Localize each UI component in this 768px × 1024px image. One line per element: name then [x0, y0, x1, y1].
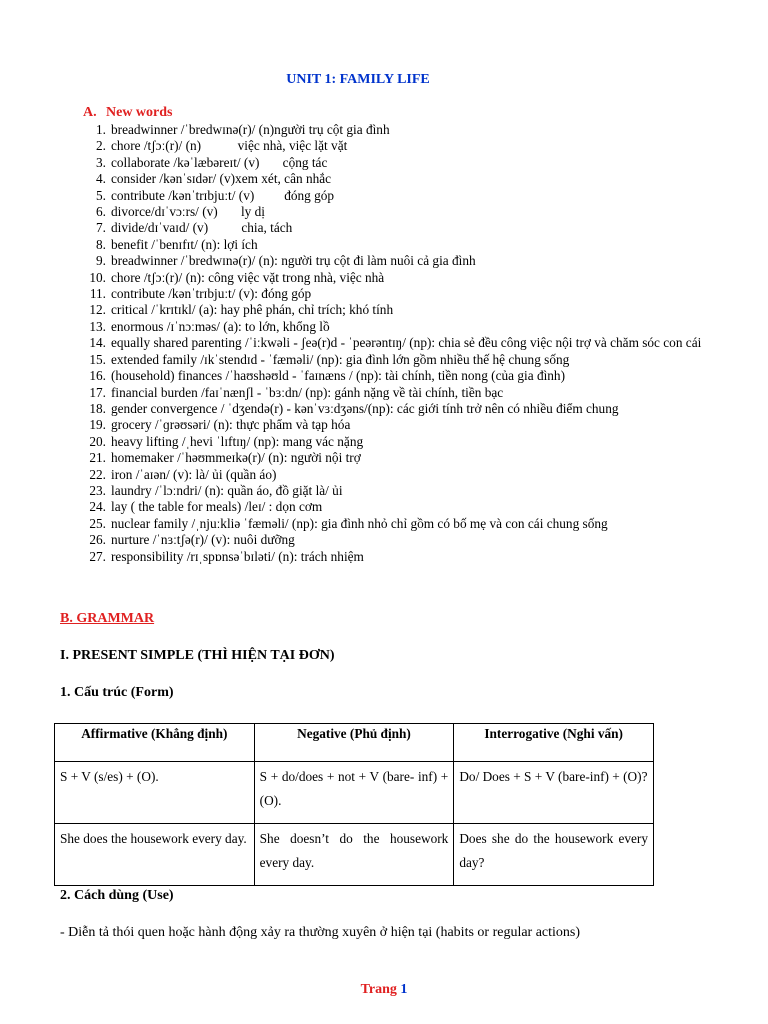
- list-item: [84, 499, 724, 515]
- list-item-text: equally shared parenting /ˈiːkwəli - ʃeə(r)d - ˈpeərəntɪŋ/ (np): chia sẻ đều công việc nội trợ và chăm sóc con cái: [111, 335, 702, 351]
- list-item-text: gender convergence / ˈdʒendə(r) - kənˈvɜːdʒəns/(np): các giới tính trở nên có nhiều điểm chung: [111, 400, 619, 416]
- list-item: [84, 434, 724, 450]
- list-item-text: financial burden /faɪˈnænʃl - ˈbɜːdn/ (np): gánh nặng về tài chính, tiền bạc: [111, 384, 504, 400]
- list-item: [84, 270, 724, 286]
- list-item-number: 18.: [89, 400, 106, 416]
- list-item: [84, 319, 724, 335]
- table-header-row: [55, 724, 654, 762]
- list-item-number: 9.: [96, 253, 106, 269]
- list-item-text: nurture /ˈnɜːtʃə(r)/ (v): nuôi dưỡng: [111, 532, 295, 548]
- list-item-number: 19.: [89, 417, 106, 433]
- list-item-text: benefit /ˈbenɪfɪt/ (n): lợi ích: [111, 236, 258, 252]
- list-item-number: 2.: [96, 138, 106, 154]
- form-heading: 1. Cấu trúc (Form): [60, 685, 174, 700]
- list-item-text: lay ( the table for meals) /leɪ/ : dọn cơm: [111, 499, 323, 515]
- section-a-heading: [83, 105, 173, 121]
- footer-label: Trang: [360, 982, 397, 997]
- list-item-text: collaborate /kəˈlæbəreɪt/ (v) cộng tác: [111, 154, 328, 170]
- list-item-number: 1.: [96, 122, 106, 137]
- list-item: [84, 385, 724, 401]
- cell-affirmative-example: She does the housework every day.: [55, 824, 255, 886]
- list-item-text: iron /ˈaɪən/ (v): là/ ủi (quần áo): [111, 466, 277, 482]
- use-heading: 2. Cách dùng (Use): [60, 888, 174, 903]
- list-item-number: 21.: [89, 450, 106, 466]
- list-item-text: chore /tʃɔː(r)/ (n) việc nhà, việc lặt vặt: [111, 138, 348, 154]
- list-item-text: nuclear family /ˌnjuːkliə ˈfæməli/ (np): gia đình nhỏ chỉ gồm có bố mẹ và con cái chung sống: [111, 515, 608, 531]
- list-item-text: contribute /kənˈtrɪbjuːt/ (v) đóng góp: [111, 187, 335, 203]
- list-item-text: chore /tʃɔː(r)/ (n): công việc vặt trong nhà, việc nhà: [111, 269, 385, 285]
- list-item-number: 14.: [89, 335, 106, 351]
- list-item: [84, 220, 724, 236]
- list-item-number: 23.: [89, 482, 106, 498]
- list-item: [84, 237, 724, 253]
- header-negative: Negative (Phủ định): [254, 724, 454, 762]
- list-item: [84, 335, 724, 351]
- cell-interrogative-example: Does she do the housework every day?: [454, 824, 654, 886]
- unit-title: UNIT 1: FAMILY LIFE: [286, 72, 430, 87]
- list-item: [84, 483, 724, 499]
- list-item-number: 15.: [89, 351, 106, 367]
- cell-interrogative-formula: Do/ Does + S + V (bare-inf) + (O)?: [454, 762, 654, 824]
- list-item-number: 3.: [96, 154, 106, 170]
- list-item-number: 17.: [89, 384, 106, 400]
- list-item-number: 6.: [96, 204, 106, 220]
- list-item-number: 4.: [96, 171, 106, 187]
- list-item-number: 24.: [89, 499, 106, 515]
- list-item: [84, 204, 724, 220]
- form-table: [54, 723, 654, 886]
- list-item: [84, 549, 724, 565]
- list-item-text: contribute /kənˈtrɪbjuːt/ (v): đóng góp: [111, 286, 312, 302]
- list-item-text: (household) finances /ˈhaʊshəʊld - ˈfaɪnæns / (np): tài chính, tiền nong (của gia đình): [111, 368, 566, 384]
- list-item: [84, 253, 724, 269]
- list-item-number: 27.: [89, 548, 106, 564]
- list-item: [84, 352, 724, 368]
- list-item-text: divorce/dɪˈvɔːrs/ (v) ly dị: [111, 204, 265, 220]
- section-b-heading: B. GRAMMAR: [60, 611, 155, 626]
- list-item-number: 7.: [96, 220, 106, 236]
- use-description: - Diễn tả thói quen hoặc hành động xảy ra thường xuyên ở hiện tại (habits or regular actions): [60, 925, 581, 940]
- list-item: [84, 368, 724, 384]
- list-item-number: 26.: [89, 532, 106, 548]
- list-item-number: 25.: [89, 515, 106, 531]
- list-item: [84, 188, 724, 204]
- list-item: [84, 401, 724, 417]
- header-affirmative: Affirmative (Khẳng định): [55, 724, 255, 762]
- list-item-text: homemaker /ˈhəʊmmeɪkə(r)/ (n): người nội trợ: [111, 450, 361, 466]
- page-footer: [0, 982, 768, 998]
- list-item-text: enormous /ɪˈnɔːməs/ (a): to lớn, khổng lồ: [111, 318, 330, 334]
- page-number: 1: [400, 982, 408, 997]
- list-item-number: 10.: [89, 269, 106, 285]
- list-item: [84, 450, 724, 466]
- list-item: [84, 417, 724, 433]
- table-row-formula: [55, 762, 654, 824]
- list-item-text: grocery /ˈɡrəʊsəri/ (n): thực phẩm và tạp hóa: [111, 417, 351, 433]
- list-item-text: extended family /ɪkˈstendɪd - ˈfæməli/ (np): gia đình lớn gồm nhiều thế hệ chung sống: [111, 351, 570, 367]
- list-item: [84, 532, 724, 548]
- list-item-number: 13.: [89, 318, 106, 334]
- list-item: [84, 286, 724, 302]
- list-item-number: 22.: [89, 466, 106, 482]
- header-interrogative: Interrogative (Nghi vấn): [454, 724, 654, 762]
- list-item-number: 12.: [89, 302, 106, 318]
- vocabulary-list: [84, 122, 724, 565]
- list-item-text: divide/dɪˈvaɪd/ (v) chia, tách: [111, 220, 293, 236]
- list-item: [84, 122, 724, 138]
- list-item-text: responsibility /rɪˌspɒnsəˈbɪləti/ (n): trách nhiệm: [111, 548, 364, 564]
- list-item: [84, 171, 724, 187]
- list-item-text: heavy lifting /ˌhevi ˈlɪftɪŋ/ (np): mang vác nặng: [111, 433, 364, 449]
- list-item-number: 16.: [89, 368, 106, 384]
- list-item: [84, 467, 724, 483]
- cell-affirmative-formula: S + V (s/es) + (O).: [55, 762, 255, 824]
- section-a-label: New words: [106, 105, 173, 120]
- list-item: [84, 516, 724, 532]
- section-a-number: A.: [83, 105, 97, 120]
- list-item-text: critical /ˈkrɪtɪkl/ (a): hay phê phán, chỉ trích; khó tính: [111, 302, 394, 318]
- list-item-text: consider /kənˈsɪdər/ (v)xem xét, cân nhắc: [111, 171, 332, 187]
- list-item-text: laundry /ˈlɔːndri/ (n): quần áo, đồ giặt là/ ủi: [111, 482, 343, 498]
- list-item-number: 11.: [89, 286, 106, 302]
- list-item: [84, 138, 724, 154]
- list-item: [84, 155, 724, 171]
- present-simple-heading: I. PRESENT SIMPLE (THÌ HIỆN TẠI ĐƠN): [60, 648, 335, 663]
- list-item-number: 20.: [89, 433, 106, 449]
- cell-negative-formula: S + do/does + not + V (bare- inf) + (O).: [254, 762, 454, 824]
- table-row-example: [55, 824, 654, 886]
- cell-negative-example: She doesn’t do the housework every day.: [254, 824, 454, 886]
- list-item: [84, 302, 724, 318]
- list-item-number: 5.: [96, 187, 106, 203]
- list-item-text: breadwinner /ˈbredwɪnə(r)/ (n)người trụ cột gia đình: [111, 122, 390, 137]
- list-item-text: breadwinner /ˈbredwɪnə(r)/ (n): người trụ cột đi làm nuôi cả gia đình: [111, 253, 476, 269]
- list-item-number: 8.: [96, 236, 106, 252]
